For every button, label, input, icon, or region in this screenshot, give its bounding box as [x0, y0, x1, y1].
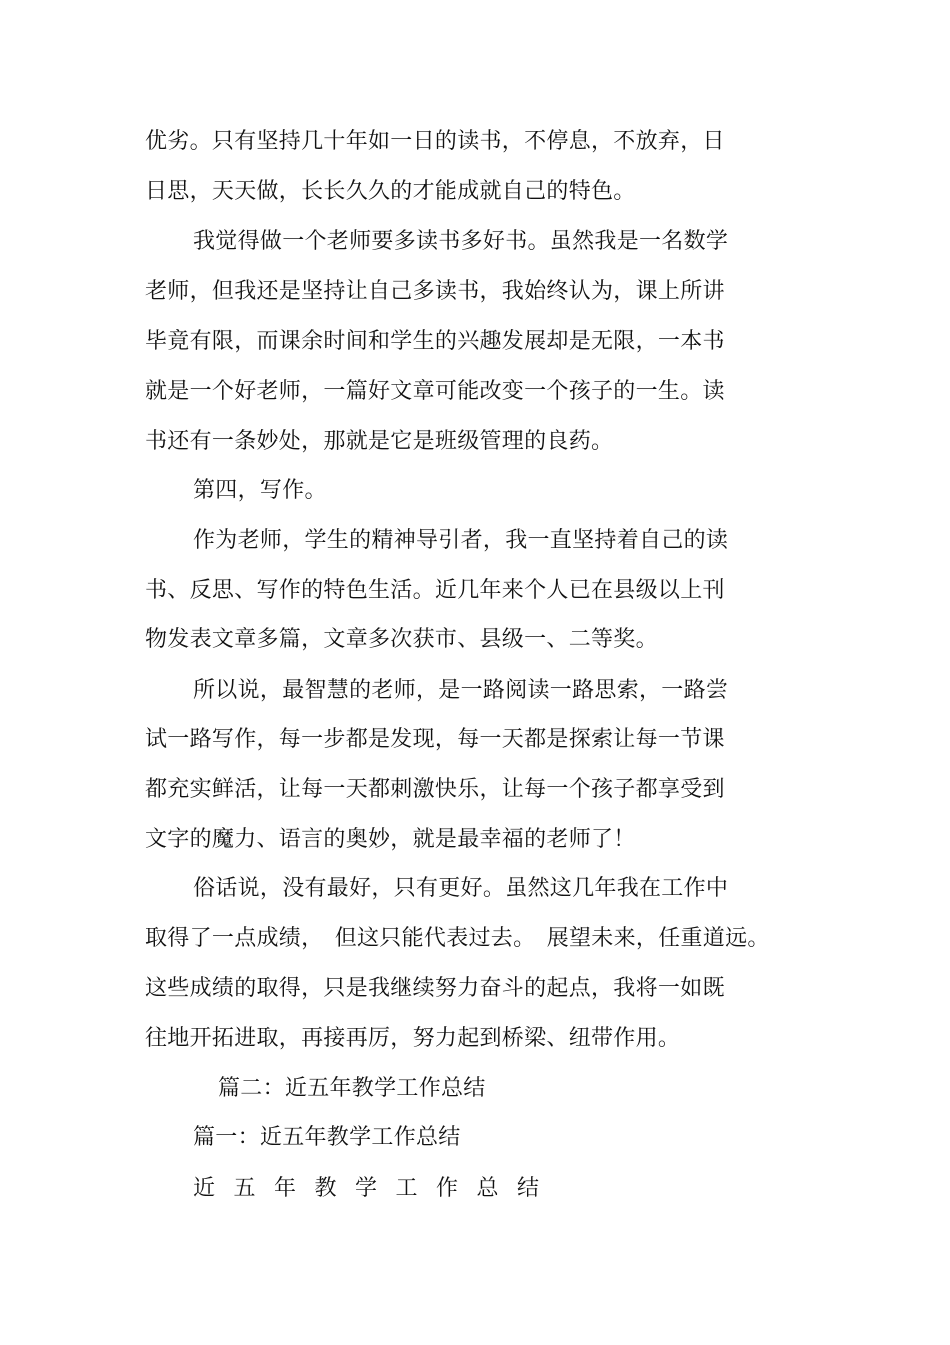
- paragraph-line: 作为老师，学生的精神导引者，我一直坚持着自己的读: [193, 528, 729, 553]
- article-title: 篇二：近五年教学工作总结: [218, 1076, 486, 1101]
- paragraph-line: 都充实鲜活，让每一天都刺激快乐，让每一个孩子都享受到: [145, 777, 725, 802]
- article-title: 篇一：近五年教学工作总结: [193, 1125, 461, 1150]
- paragraph-line: 试一路写作，每一步都是发现，每一天都是探索让每一节课: [145, 727, 725, 752]
- paragraph-line: 物发表文章多篇，文章多次获市、县级一、二等奖。: [145, 627, 658, 652]
- paragraph-line: 这些成绩的取得，只是我继续努力奋斗的起点，我将一如既: [145, 976, 725, 1001]
- paragraph-line: 毕竟有限，而课余时间和学生的兴趣发展却是无限，一本书: [145, 329, 725, 354]
- paragraph-line: 我觉得做一个老师要多读书多好书。虽然我是一名数学: [193, 229, 729, 254]
- paragraph-line: 日思，天天做，长长久久的才能成就自己的特色。: [145, 179, 636, 204]
- document-title: 近五年教学工作总结: [193, 1176, 558, 1201]
- paragraph-line: 俗话说，没有最好，只有更好。虽然这几年我在工作中: [193, 876, 729, 901]
- paragraph-line: 所以说，最智慧的老师，是一路阅读一路思索，一路尝: [193, 678, 729, 703]
- paragraph-line: 书、反思、写作的特色生活。近几年来个人已在县级以上刊: [145, 578, 725, 603]
- paragraph-line: 往地开拓进取，再接再厉，努力起到桥梁、纽带作用。: [145, 1026, 681, 1051]
- paragraph-line: 文字的魔力、语言的奥妙，就是最幸福的老师了！: [145, 827, 636, 852]
- paragraph-line: 取得了一点成绩， 但这只能代表过去。 展望未来，任重道远。: [145, 926, 770, 951]
- paragraph-line: 书还有一条妙处，那就是它是班级管理的良药。: [145, 429, 614, 454]
- paragraph-line: 就是一个好老师，一篇好文章可能改变一个孩子的一生。读: [145, 379, 725, 404]
- section-heading: 第四，写作。: [193, 478, 327, 503]
- paragraph-line: 老师，但我还是坚持让自己多读书，我始终认为，课上所讲: [145, 279, 725, 304]
- paragraph-line: 优劣。只有坚持几十年如一日的读书，不停息，不放弃，日: [145, 129, 725, 154]
